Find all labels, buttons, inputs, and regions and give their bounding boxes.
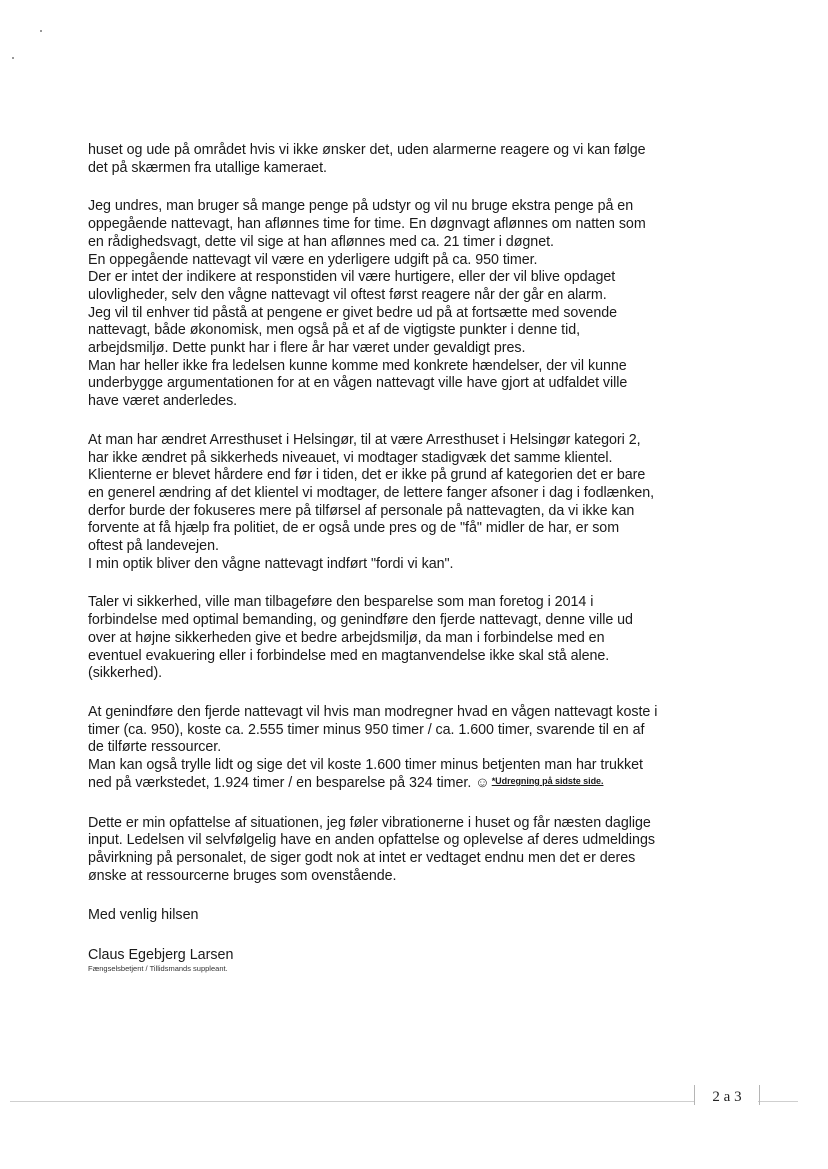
text-line: ned på værkstedet, 1.924 timer / en besparelse på 324 timer. ☺ — [88, 774, 490, 791]
text-line: (sikkerhed). — [88, 665, 163, 682]
text-line: At man har ændret Arresthuset i Helsingør, til at være Arresthuset i Helsingør kategori 2, — [88, 431, 641, 448]
signature-title: Fængselsbetjent / Tillidsmands suppleant. — [88, 964, 228, 974]
text-line: Jeg undres, man bruger så mange penge på udstyr og vil nu bruge ekstra penge på en — [88, 198, 634, 215]
letter-body — [88, 142, 738, 974]
text-line: Dette er min opfattelse af situationen, jeg føler vibrationerne i huset og får næsten daglige — [88, 814, 651, 831]
scan-speck — [40, 30, 42, 32]
text-line: input. Ledelsen vil selvfølgelig have en anden opfattelse og oplevelse af deres udmeldings — [88, 832, 655, 849]
text-line: En oppegående nattevagt vil være en yderligere udgift på ca. 950 timer. — [88, 251, 538, 268]
text-line: har ikke ændret på sikkerheds niveauet, vi modtager stadigvæk det samme klientel. — [88, 449, 613, 466]
closing-greeting: Med venlig hilsen — [88, 907, 199, 924]
paragraph — [88, 432, 738, 574]
text-line: det på skærmen fra utallige kameraet. — [88, 159, 327, 176]
text-line: derfor burde der fokuseres mere på tilførsel af personale på nattevagten, da vi ikke kan — [88, 502, 635, 519]
text-line: forvente at få hjælp fra politiet, de er også unde pres og de "få" midler de har, er som — [88, 520, 620, 537]
paragraph — [88, 704, 738, 794]
text-line: underbygge argumentationen for at en vågen nattevagt ville have gjort at udfaldet ville — [88, 375, 628, 392]
text-line-with-footnote — [88, 775, 738, 794]
text-line: ulovligheder, selv den vågne nattevagt vil oftest først reagere når der går en alarm. — [88, 286, 607, 303]
signature-name: Claus Egebjerg Larsen — [88, 947, 234, 964]
text-line: ønske at ressourcerne bruges som ovenstående. — [88, 867, 397, 884]
paragraph — [88, 198, 738, 410]
text-line: de tilførte ressourcer. — [88, 739, 222, 756]
scan-speck — [12, 57, 14, 59]
footer-rule — [10, 1101, 694, 1102]
footnote-reference: *Udregning på sidste side. — [491, 775, 604, 786]
paragraph — [88, 594, 738, 683]
text-line: påvirkning på personalet, de siger godt nok at intet er vedtaget endnu men det er deres — [88, 849, 636, 866]
text-line: over at højne sikkerheden give et bedre arbejdsmiljø, da man i forbindelse med en — [88, 629, 605, 646]
text-line: en generel ændring af det klientel vi modtager, de lettere fanger afsoner i dag i fodlænken, — [88, 484, 655, 501]
text-line: Klienterne er blevet hårdere end før i tiden, det er ikke på grund af kategorien det er bare — [88, 467, 646, 484]
text-line: have været anderledes. — [88, 393, 238, 410]
text-line: Taler vi sikkerhed, ville man tilbageføre den besparelse som man foretog i 2014 i — [88, 594, 594, 611]
text-line: oppegående nattevagt, han aflønnes time for time. En døgnvagt aflønnes om natten som — [88, 216, 646, 233]
text-line: timer (ca. 950), koste ca. 2.555 timer minus 950 timer / ca. 1.600 timer, svarende til en af — [88, 721, 645, 738]
text-line: oftest på landevejen. — [88, 538, 219, 555]
text-line: forbindelse med optimal bemanding, og genindføre den fjerde nattevagt, denne ville ud — [88, 612, 633, 629]
text-line: Man har heller ikke fra ledelsen kunne komme med konkrete hændelser, der vil kunne — [88, 357, 627, 374]
page-number: 2 a 3 — [694, 1085, 760, 1105]
paragraph — [88, 815, 738, 886]
text-line: en rådighedsvagt, dette vil sige at han aflønnes med ca. 21 timer i døgnet. — [88, 233, 554, 250]
paragraph — [88, 142, 738, 177]
text-line: I min optik bliver den vågne nattevagt indført "fordi vi kan". — [88, 555, 454, 572]
text-line: arbejdsmiljø. Dette punkt har i flere år har været under gevaldigt pres. — [88, 340, 526, 357]
text-line: At genindføre den fjerde nattevagt vil hvis man modregner hvad en vågen nattevagt koste i — [88, 703, 658, 720]
text-line: nattevagt, både økonomisk, men også på et af de vigtigste punkter i denne tid, — [88, 322, 581, 339]
text-line: huset og ude på området hvis vi ikke ønsker det, uden alarmerne reagere og vi kan følge — [88, 142, 646, 158]
text-line: Jeg vil til enhver tid påstå at pengene er givet bedre ud på at fortsætte med sovende — [88, 304, 618, 321]
text-line: eventuel evakuering eller i forbindelse med en magtanvendelse ikke skal stå alene. — [88, 647, 610, 664]
text-line: Man kan også trylle lidt og sige det vil koste 1.600 timer minus betjenten man har trukket — [88, 757, 643, 774]
footer-rule — [758, 1101, 798, 1102]
text-line: Der er intet der indikere at responstiden vil være hurtigere, eller der vil blive opdaget — [88, 269, 616, 286]
